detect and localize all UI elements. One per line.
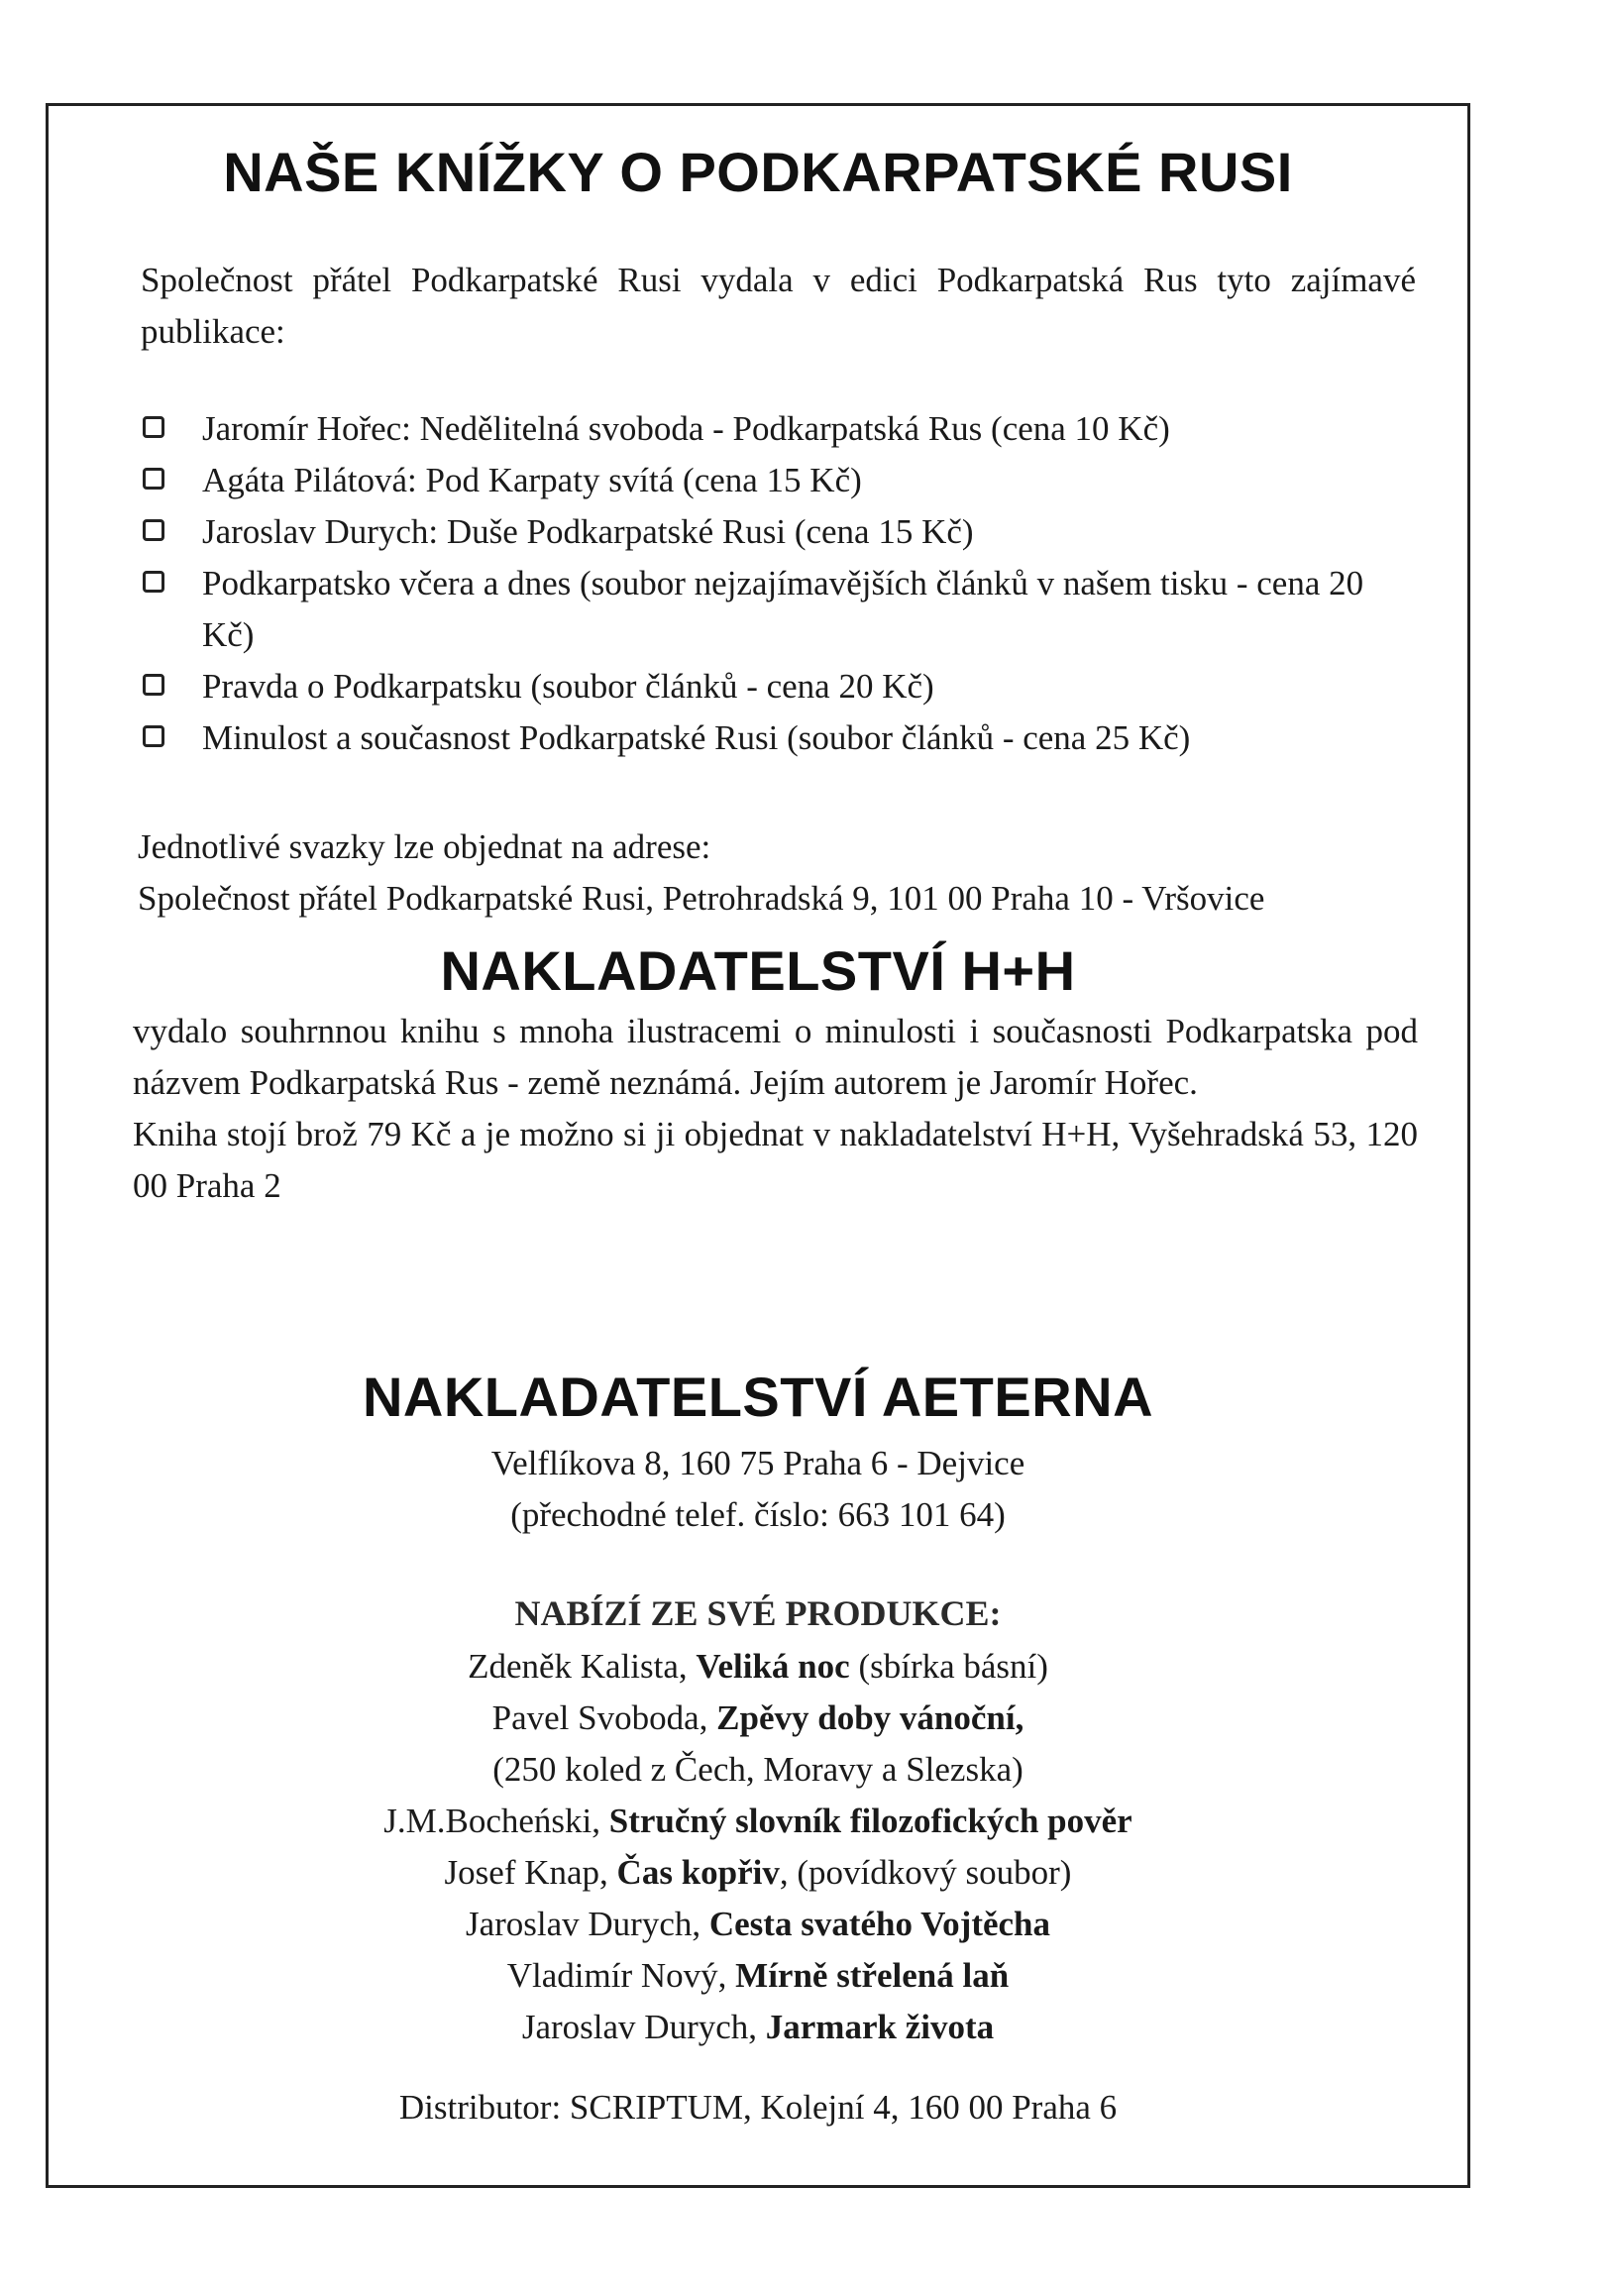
checkbox-icon (143, 519, 164, 541)
book-entry: Podkarpatsko včera a dnes (soubor nejzajímavějších článků v našem tisku - cena 20 Kč) (202, 564, 1364, 654)
offer-author: Josef Knap, (444, 1853, 617, 1892)
section-title-hh: NAKLADATELSTVÍ H+H (440, 939, 1076, 1002)
order-info (138, 821, 1416, 925)
offer-author: (250 koled z Čech, Moravy a Slezska) (492, 1750, 1023, 1789)
advertisement-frame (46, 103, 1470, 2188)
offer-work: Cesta svatého Vojtěcha (708, 1905, 1051, 1943)
order-line: Jednotlivé svazky lze objednat na adrese: (138, 827, 711, 866)
offer-work: Čas kopřiv (616, 1853, 780, 1892)
checkbox-icon (143, 571, 164, 593)
list-item (141, 403, 1416, 455)
book-list (141, 403, 1416, 764)
list-item (49, 1847, 1467, 1899)
list-item (141, 661, 1416, 712)
hh-paragraph-1: vydalo souhrnnou knihu s mnoha ilustracemi o minulosti i současnosti Podkarpatska pod názvem Podkarpatská Rus - země neznámá. Jejím autorem je Jaromír Hořec. (133, 1012, 1418, 1102)
section-title-aeterna: NAKLADATELSTVÍ AETERNA (362, 1366, 1154, 1428)
offer-work: Mírně střelená laň (735, 1956, 1010, 1995)
offer-author: Vladimír Nový, (506, 1956, 736, 1995)
list-item (49, 1744, 1467, 1796)
offer-author: Zdeněk Kalista, (468, 1647, 697, 1686)
checkbox-icon (143, 674, 164, 696)
list-item (49, 1641, 1467, 1693)
offer-list (49, 1641, 1467, 2053)
section-title-our-books: NAŠE KNÍŽKY O PODKARPATSKÉ RUSI (223, 141, 1293, 203)
list-item (141, 455, 1416, 506)
offer-author: J.M.Bocheński, (383, 1802, 609, 1840)
hh-paragraph-2: Kniha stojí brož 79 Kč a je možno si ji objednat v nakladatelství H+H, Vyšehradská 53, 120 00 Praha 2 (133, 1115, 1418, 1205)
offer-work: Jarmark života (765, 2008, 995, 2046)
list-item (49, 1950, 1467, 2002)
offer-work: Veliká noc (696, 1647, 850, 1686)
list-item (141, 506, 1416, 558)
checkbox-icon (143, 725, 164, 747)
list-item (49, 1796, 1467, 1847)
aeterna-address: Velflíkova 8, 160 75 Praha 6 - Dejvice (490, 1444, 1025, 1482)
book-entry: Pravda o Podkarpatsku (soubor článků - cena 20 Kč) (202, 667, 934, 706)
offer-note: (sbírka básní) (849, 1647, 1048, 1686)
checkbox-icon (143, 468, 164, 490)
aeterna-contact (49, 1438, 1467, 1541)
offer-note: , (povídkový soubor) (779, 1853, 1072, 1892)
book-entry: Minulost a současnost Podkarpatské Rusi (soubor článků - cena 25 Kč) (202, 718, 1191, 757)
checkbox-icon (143, 416, 164, 438)
list-item (141, 558, 1416, 661)
distributor-line: Distributor: SCRIPTUM, Kolejní 4, 160 00 Praha 6 (398, 2088, 1118, 2127)
offer-work: Stručný slovník filozofických pověr (608, 1802, 1132, 1840)
list-item (49, 1899, 1467, 1950)
book-entry: Jaromír Hořec: Nedělitelná svoboda - Podkarpatská Rus (cena 10 Kč) (202, 409, 1170, 448)
intro-paragraph (141, 255, 1416, 358)
book-entry: Jaroslav Durych: Duše Podkarpatské Rusi (cena 15 Kč) (202, 512, 974, 551)
intro-text: Společnost přátel Podkarpatské Rusi vydala v edici Podkarpatská Rus tyto zajímavé publikace: (141, 261, 1416, 351)
book-entry: Agáta Pilátová: Pod Karpaty svítá (cena 15 Kč) (202, 461, 862, 499)
list-item (49, 1693, 1467, 1744)
offer-heading: NABÍZÍ ZE SVÉ PRODUKCE: (514, 1593, 1002, 1633)
offer-author: Jaroslav Durych, (521, 2008, 766, 2046)
offer-work: Zpěvy doby vánoční, (716, 1698, 1024, 1737)
list-item (141, 712, 1416, 764)
list-item (49, 2002, 1467, 2053)
offer-author: Jaroslav Durych, (465, 1905, 709, 1943)
hh-description (133, 1006, 1418, 1212)
offer-author: Pavel Svoboda, (491, 1698, 717, 1737)
aeterna-phone: (přechodné telef. číslo: 663 101 64) (510, 1495, 1006, 1534)
order-address: Společnost přátel Podkarpatské Rusi, Petrohradská 9, 101 00 Praha 10 - Vršovice (138, 879, 1265, 918)
